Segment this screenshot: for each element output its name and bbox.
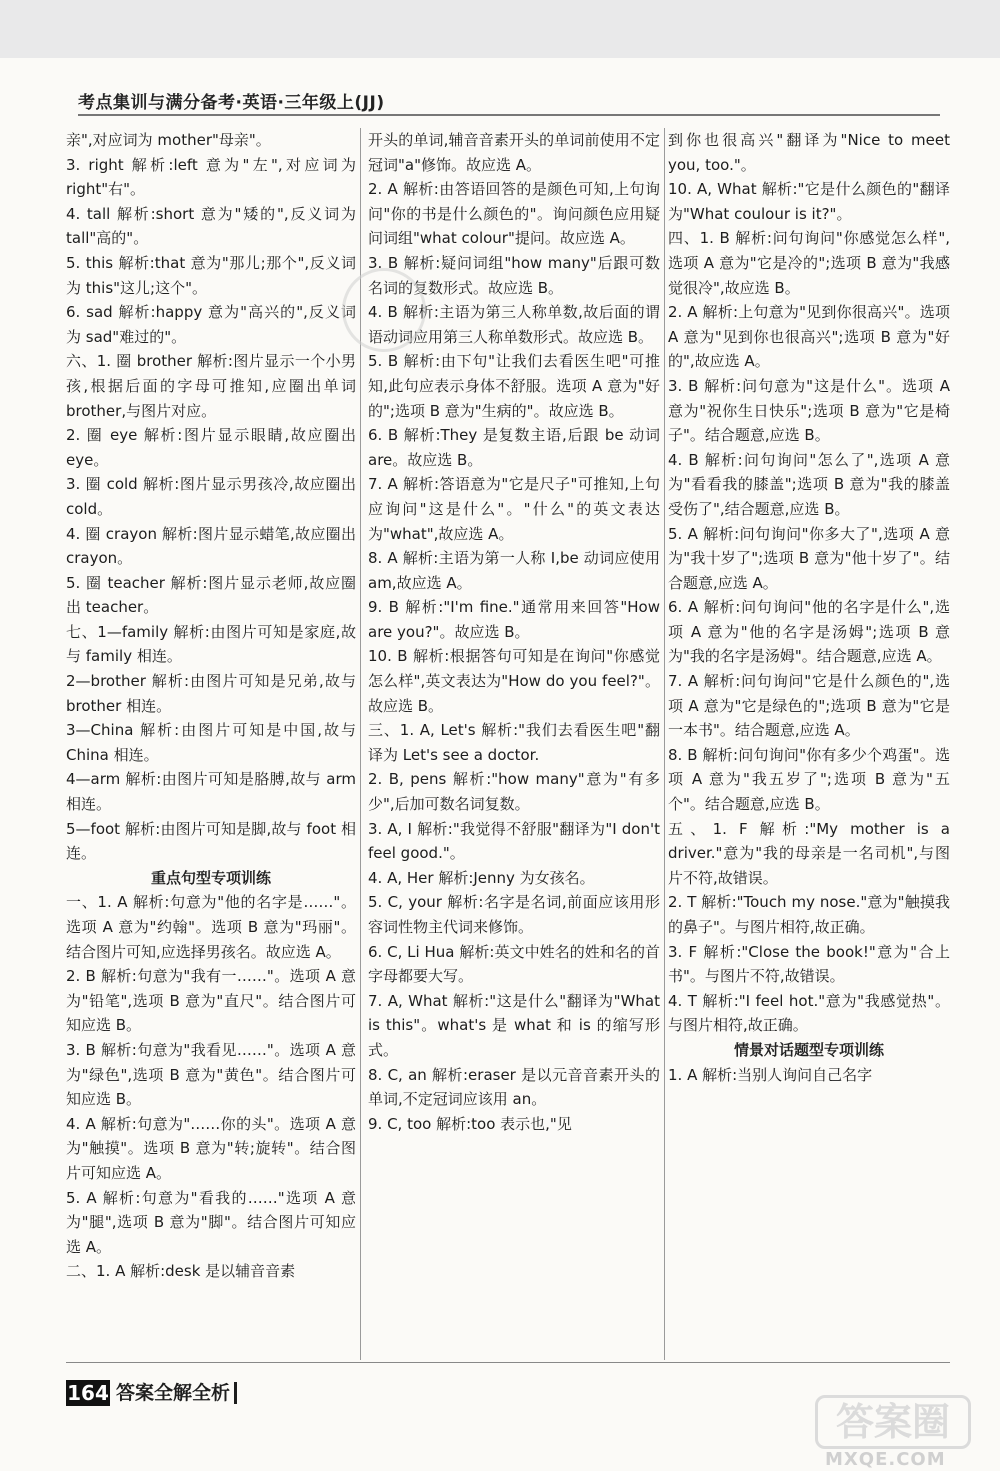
answer-entry: 5. A 解析:句意为"看我的……"选项 A 意为"腿",选项 B 意为"脚"。结合图片可知应选 A。 (66, 1188, 356, 1256)
answer-entry: 10. B 解析:根据答句可知是在询问"你感觉怎么样",英文表达为"How do you feel?"。故应选 B。 (368, 647, 660, 715)
answer-entry: 7. A 解析:问句询问"它是什么颜色的",选项 A 意为"它是绿色的";选项 B 意为"它是一本书"。结合题意,应选 A。 (668, 672, 950, 740)
answer-entry: 10. A, What 解析:"它是什么颜色的"翻译为"What coulour is it?"。 (668, 180, 950, 223)
answer-entry: 4—arm 解析:由图片可知是胳膊,故与 arm 相连。 (66, 770, 356, 814)
answer-entry: 6. B 解析:They 是复数主语,后跟 be 动词 are。故应选 B。 (368, 426, 660, 469)
answer-entry: 3. F 解析:"Close the book!"意为"合上书"。与图片不符,故错误。 (668, 942, 950, 986)
footer-bar (234, 1382, 237, 1404)
answer-entry: 7. A, What 解析:"这是什么"翻译为"What is this"。what's 是 what 和 is 的缩写形式。 (368, 991, 660, 1059)
answer-entry: 6. sad 解析:happy 意为"高兴的",反义词为 sad"难过的"。 (66, 303, 356, 346)
footer-title: 答案全解全析 (116, 1382, 231, 1404)
answer-entry: 1. A 解析:当别人询问自己名字 (668, 1065, 873, 1084)
watermark-logo: 答案圈 (815, 1395, 971, 1449)
answer-entry: 3. right 解析:left 意为"左",对应词为 right"右"。 (66, 155, 356, 199)
answer-entry: 4. A 解析:句意为"……你的头"。选项 A 意为"触摸"。选项 B 意为"转;旋转"。结合图片可知应选 A。 (66, 1114, 356, 1182)
answer-entry: 三、1. A, Let's 解析:"我们去看医生吧"翻译为 Let's see a doctor. (368, 721, 660, 764)
answer-entry: 六、1. 圈 brother 解析:图片显示一个小男孩,根据后面的字母可推知,应圈出单词 brother,与图片对应。 (66, 352, 356, 420)
answer-entry: 2. A 解析:上句意为"见到你很高兴"。选项 A 意为"见到你也很高兴";选项 B 意为"好的",故应选 A。 (668, 303, 950, 371)
answer-entry: 七、1—family 解析:由图片可知是家庭,故与 family 相连。 (66, 622, 356, 666)
answer-entry: 3. B 解析:疑问词组"how many"后跟可数名词的复数形式。故应选 B。 (368, 253, 660, 297)
answer-entry: 3. B 解析:句意为"我看见……"。选项 A 意为"绿色",选项 B 意为"黄色"。结合图片可知应选 B。 (66, 1040, 356, 1109)
answer-entry: 8. B 解析:问句询问"你有多少个鸡蛋"。选项 A 意为"我五岁了";选项 B 意为"五个"。结合题意,应选 B。 (668, 745, 950, 814)
answer-entry: 4. B 解析:主语为第三人称单数,故后面的谓语动词应用第三人称单数形式。故应选 B。 (368, 303, 660, 346)
answer-entry: 4. A, Her 解析:Jenny 为女孩名。 (368, 868, 595, 887)
answer-entry: 5. B 解析:由下句"让我们去看医生吧"可推知,此句应表示身体不舒服。选项 A 意为"好的";选项 B 意为"生病的"。故应选 B。 (368, 352, 660, 420)
answer-entry: 3. 圈 cold 解析:图片显示男孩冷,故应圈出 cold。 (66, 475, 356, 518)
column-divider (664, 128, 665, 1360)
answer-entry: 二、1. A 解析:desk 是以辅音音素 (66, 1262, 296, 1281)
answer-entry: 2. 圈 eye 解析:图片显示眼睛,故应圈出 eye。 (66, 426, 356, 469)
running-header: 考点集训与满分备考·英语·三年级上(JJ) (78, 93, 385, 113)
answer-entry: 9. B 解析:"I'm fine."通常用来回答"How are you?"。故应选 B。 (368, 598, 660, 641)
answer-entry: 4. 圈 crayon 解析:图片显示蜡笔,故应圈出 crayon。 (66, 524, 356, 568)
page-number: 164 (67, 1381, 109, 1405)
footer-rule (66, 1362, 950, 1363)
answer-entry: 开头的单词,辅音音素开头的单词前使用不定冠词"a"修饰。故应选 A。 (368, 131, 660, 174)
answer-entry: 5. this 解析:that 意为"那儿;那个",反义词为 this"这儿;这个"。 (66, 253, 356, 297)
answer-entry: 4. B 解析:问句询问"怎么了",选项 A 意为"看看我的膝盖";选项 B 意为"我的膝盖受伤了",结合题意,应选 B。 (668, 450, 950, 518)
answer-entry: 一、1. A 解析:句意为"他的名字是……"。选项 A 意为"约翰"。选项 B 意为"玛丽"。结合图片可知,应选择男孩名。故应选 A。 (66, 893, 356, 961)
column-1 (66, 128, 356, 1284)
answer-entry: 5—foot 解析:由图片可知是脚,故与 foot 相连。 (66, 819, 356, 863)
answer-entry: 8. C, an 解析:eraser 是以元音音素开头的单词,不定冠词应该用 an。 (368, 1065, 660, 1109)
stamp-watermark (342, 268, 426, 352)
answer-entry: 2. A 解析:由答语回答的是颜色可知,上句询问"你的书是什么颜色的"。询问颜色应用疑问词组"what colour"提问。故应选 A。 (368, 180, 660, 248)
scan-top-margin (0, 0, 1000, 58)
section-heading: 重点句型专项训练 (150, 868, 271, 887)
section-heading: 情景对话题型专项训练 (733, 1040, 884, 1059)
watermark-site: MXQE.COM (825, 1449, 946, 1470)
answer-entry: 2. B, pens 解析:"how many"意为"有多少",后加可数名词复数。 (368, 770, 660, 814)
answer-entry: 5. A 解析:问句询问"你多大了",选项 A 意为"我十岁了";选项 B 意为"他十岁了"。结合题意,应选 A。 (668, 524, 950, 592)
answer-entry: 3. B 解析:问句意为"这是什么"。选项 A 意为"祝你生日快乐";选项 B 意为"它是椅子"。结合题意,应选 B。 (668, 376, 950, 445)
answer-entry: 4. T 解析:"I feel hot."意为"我感觉热"。与图片相符,故正确。 (668, 991, 950, 1035)
answer-entry: 9. C, too 解析:too 表示也,"见 (368, 1114, 572, 1133)
answer-entry: 3. A, I 解析:"我觉得不舒服"翻译为"I don't feel good."。 (368, 819, 660, 863)
answer-entry: 8. A 解析:主语为第一人称 I,be 动词应使用 am,故应选 A。 (368, 549, 660, 592)
answer-entry: 亲",对应词为 mother"母亲"。 (66, 131, 271, 149)
answer-entry: 2—brother 解析:由图片可知是兄弟,故与 brother 相连。 (66, 672, 356, 715)
answer-entry: 四、1. B 解析:问句询问"你感觉怎么样",选项 A 意为"它是冷的";选项 B 意为"我感觉很冷",故应选 B。 (668, 229, 950, 297)
answer-entry: 7. A 解析:答语意为"它是尺子"可推知,上句应询问"这是什么"。"什么"的英文表达为"what",故应选 A。 (368, 475, 660, 543)
answer-entry: 6. C, Li Hua 解析:英文中姓名的姓和名的首字母都要大写。 (368, 942, 660, 986)
answer-entry: 2. B 解析:句意为"我有一……"。选项 A 意为"铅笔",选项 B 意为"直尺"。结合图片可知应选 B。 (66, 967, 356, 1035)
answer-entry: 2. T 解析:"Touch my nose."意为"触摸我的鼻子"。与图片相符,故正确。 (668, 893, 950, 936)
answer-entry: 5. 圈 teacher 解析:图片显示老师,故应圈出 teacher。 (66, 573, 356, 617)
answer-entry: 5. C, your 解析:名字是名词,前面应该用形容词性物主代词来修饰。 (368, 893, 660, 936)
column-3 (668, 128, 950, 1087)
answer-entry: 4. tall 解析:short 意为"矮的",反义词为 tall"高的"。 (66, 204, 356, 248)
answer-entry: 3—China 解析:由图片可知是中国,故与 China 相连。 (66, 721, 356, 764)
header-rule (78, 114, 940, 116)
answer-entry: 6. A 解析:问句询问"他的名字是什么",选项 A 意为"他的名字是汤姆";选项 B 意为"我的名字是汤姆"。结合题意,应选 A。 (668, 598, 950, 666)
answer-entry: 到你也很高兴"翻译为"Nice to meet you, too."。 (668, 131, 950, 174)
answer-entry: 五、1. F 解析:"My mother is a driver."意为"我的母亲是一名司机",与图片不符,故错误。 (668, 819, 950, 887)
